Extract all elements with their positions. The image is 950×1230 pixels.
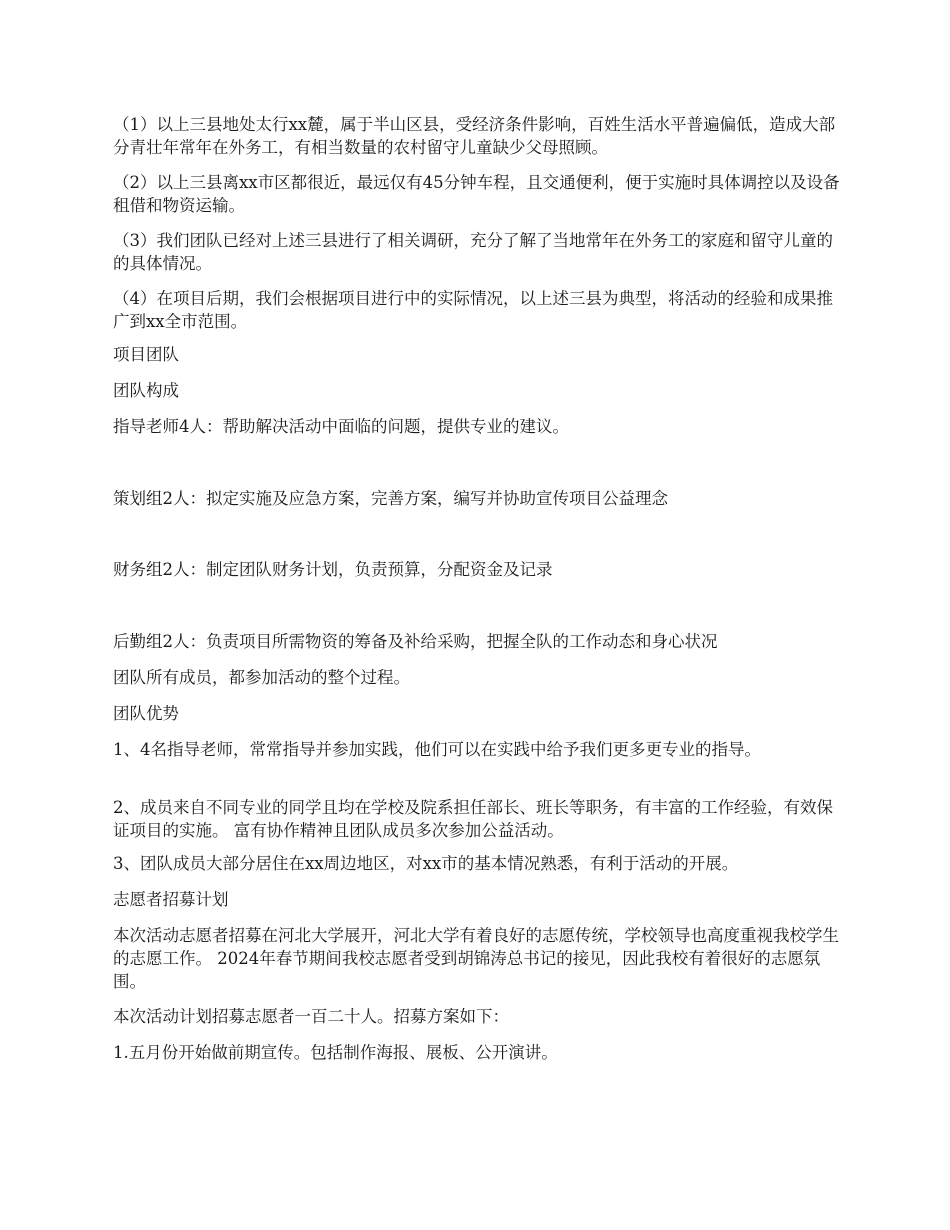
heading-team-advantages: 团队优势 bbox=[113, 704, 179, 723]
paragraph-county-location: （1）以上三县地处太行xx麓，属于半山区县，受经济条件影响，百姓生活水平普遍偏低，造成大部分青壮年常年在外务工，有相当数量的农村留守儿童缺少父母照顾。 bbox=[113, 115, 836, 157]
paragraph-advantage-2: 2、成员来自不同专业的同学且均在学校及院系担任部长、班长等职务，有丰富的工作经验，有效保证项目的实施。 富有协作精神且团队成员多次参加公益活动。 bbox=[113, 798, 833, 840]
paragraph-county-distance: （2）以上三县离xx市区都很近，最远仅有45分钟车程，且交通便利，便于实施时具体调控以及设备租借和物资运输。 bbox=[113, 173, 840, 215]
paragraph-team-research: （3）我们团队已经对上述三县进行了相关调研，充分了解了当地常年在外务工的家庭和留守儿童的的具体情况。 bbox=[113, 231, 833, 273]
paragraph-advantage-3: 3、团队成员大部分居住在xx周边地区，对xx市的基本情况熟悉，有利于活动的开展。 bbox=[113, 854, 739, 873]
heading-team-composition: 团队构成 bbox=[113, 381, 179, 400]
paragraph-planning-group: 策划组2人：拟定实施及应急方案，完善方案，编写并协助宣传项目公益理念 bbox=[113, 489, 668, 508]
heading-volunteer-recruitment: 志愿者招募计划 bbox=[113, 890, 229, 909]
paragraph-advisors: 指导老师4人：帮助解决活动中面临的问题，提供专业的建议。 bbox=[113, 417, 569, 436]
paragraph-advantage-1: 1、4名指导老师，常常指导并参加实践，他们可以在实践中给予我们更多更专业的指导。 bbox=[113, 740, 761, 759]
paragraph-recruitment-step-1: 1.五月份开始做前期宣传。包括制作海报、展板、公开演讲。 bbox=[113, 1043, 558, 1062]
heading-project-team: 项目团队 bbox=[113, 345, 179, 364]
paragraph-logistics-group: 后勤组2人：负责项目所需物资的筹备及补给采购，把握全队的工作动态和身心状况 bbox=[113, 632, 718, 651]
paragraph-recruitment-plan: 本次活动计划招募志愿者一百二十人。招募方案如下： bbox=[113, 1007, 509, 1026]
paragraph-all-members: 团队所有成员，都参加活动的整个过程。 bbox=[113, 668, 410, 687]
paragraph-finance-group: 财务组2人：制定团队财务计划，负责预算，分配资金及记录 bbox=[113, 560, 553, 579]
paragraph-project-later-stage: （4）在项目后期，我们会根据项目进行中的实际情况，以上述三县为典型，将活动的经验和成果推广到xx全市范围。 bbox=[113, 289, 833, 331]
paragraph-recruitment-location: 本次活动志愿者招募在河北大学展开，河北大学有着良好的志愿传统，学校领导也高度重视我校学生的志愿工作。 2024年春节期间我校志愿者受到胡锦涛总书记的接见，因此我校有着很好的志愿氛围。 bbox=[113, 926, 839, 991]
